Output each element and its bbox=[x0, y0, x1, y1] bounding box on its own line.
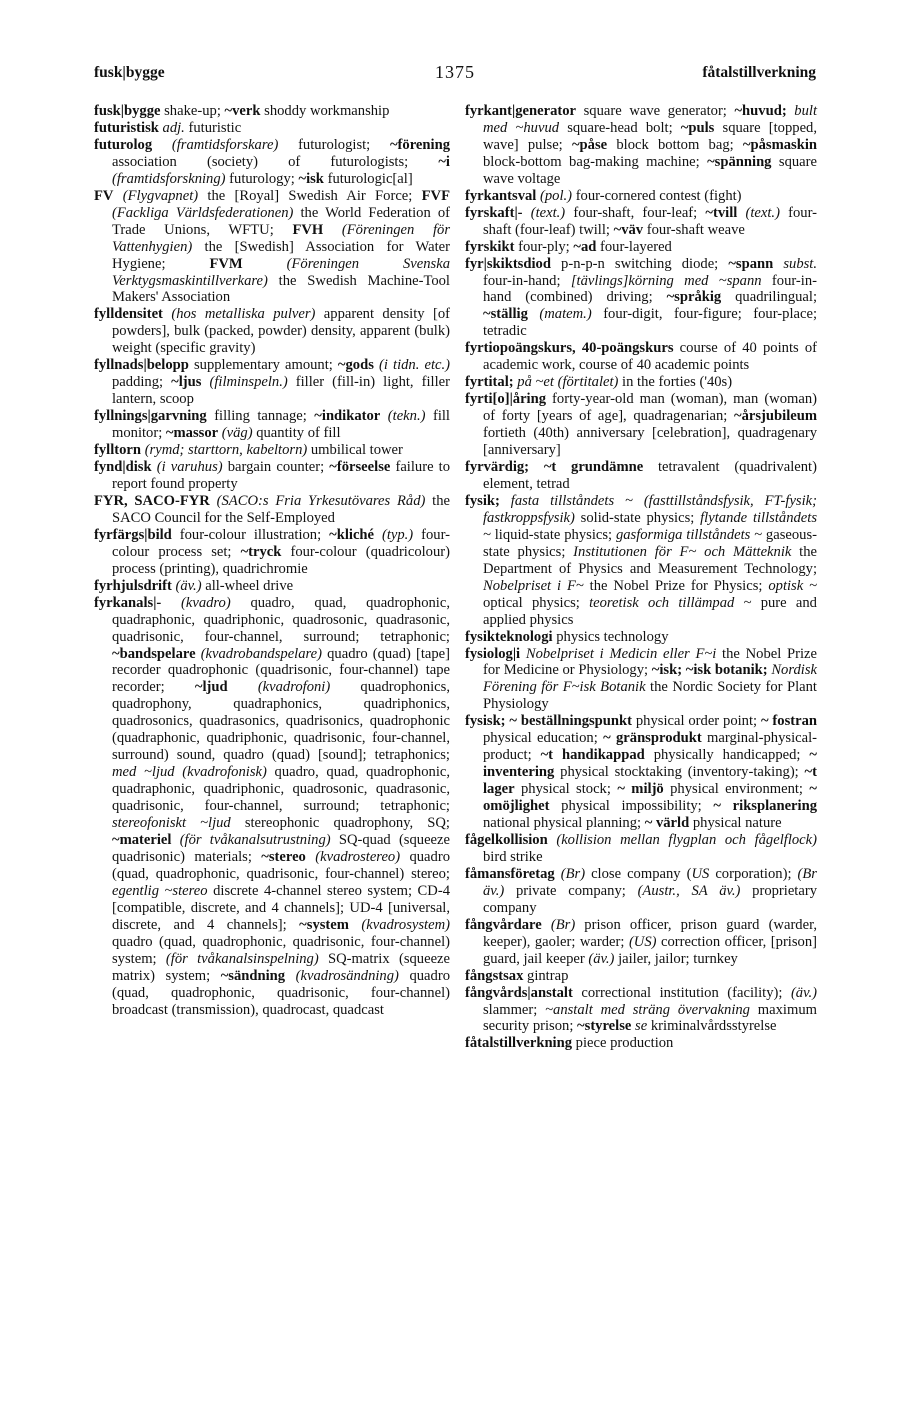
headword: fyrti[o]|åring bbox=[465, 391, 547, 408]
italic-note: bult med ~huvud bbox=[483, 103, 817, 136]
italic-note: (äv.) bbox=[790, 984, 817, 1001]
italic-note: (US) bbox=[628, 933, 657, 950]
definition-text: quadro, quad, quadrophonic, quadraphonic, quadriphonic, quadrosonic, quadrasonic, quadrisonic, four-channel, surround; tetraphonic; bbox=[112, 764, 450, 815]
definition-text: the Nobel Prize for Medicine or Physiology; bbox=[483, 645, 817, 679]
headword: ~tryck bbox=[240, 543, 282, 560]
italic-note: (äv.) bbox=[175, 577, 202, 594]
italic-note: (SACO:s Fria Yrkesutövares Råd) bbox=[216, 492, 426, 509]
dictionary-entry bbox=[94, 595, 450, 1019]
dictionary-entry bbox=[465, 985, 817, 1036]
italic-note: (Br) bbox=[560, 865, 586, 882]
dictionary-entry bbox=[465, 459, 817, 493]
italic-note: (Föreningen för Vattenhygien) bbox=[112, 221, 450, 255]
definition-text: quadro (quad, quadrophonic, quadrisonic, four-channel) broadcast (transmission), quadrocast, quadcast bbox=[112, 967, 450, 1018]
italic-note: Nobelpriset i Medicin eller F~i bbox=[525, 645, 717, 662]
definition-text: physical stock; bbox=[514, 781, 618, 798]
headword: ~ad bbox=[573, 238, 597, 255]
italic-note: se bbox=[635, 1018, 648, 1035]
headword: fylldensitet bbox=[94, 306, 163, 323]
headword: ~spänning bbox=[707, 153, 772, 170]
headword: fyrhjulsdrift bbox=[94, 577, 172, 594]
definition-text bbox=[306, 849, 315, 865]
definition-text: the SACO Council for the Self-Employed bbox=[112, 492, 450, 526]
definition-text: the Department of Physics and Measurement Technology; bbox=[483, 543, 817, 577]
definition-text: physical order point; bbox=[632, 713, 761, 730]
definition-text: SQ-quad (squeeze quadrisonic) materials; bbox=[112, 831, 450, 865]
headword: futurolog bbox=[94, 136, 153, 153]
dictionary-entry bbox=[465, 103, 817, 188]
italic-note: (kvadrosändning) bbox=[295, 967, 399, 984]
definition-text: filler (fill-in) light, filler lantern, scoop bbox=[112, 374, 450, 408]
headword: ~kliché bbox=[329, 526, 375, 543]
italic-note: på ~et (förtitalet) bbox=[517, 374, 619, 391]
definition-text: four-cornered contest (fight) bbox=[572, 187, 742, 204]
dictionary-entry bbox=[465, 968, 817, 985]
italic-note: adj. bbox=[162, 119, 185, 136]
dictionary-entry bbox=[465, 832, 817, 866]
definition-text: forty-year-old man (woman), man (woman) of forty [years of age], quadragenarian; bbox=[483, 391, 817, 425]
headword: ~ljud bbox=[194, 679, 228, 696]
italic-note: (framtidsforskare) bbox=[171, 136, 279, 153]
headword: fyrfärgs|bild bbox=[94, 526, 172, 543]
definition-text bbox=[171, 832, 179, 848]
italic-note: Institutionen för F~ och Mätteknik bbox=[573, 543, 792, 560]
headword: fyrskikt bbox=[465, 238, 515, 255]
definition-text: discrete 4-channel stereo system; CD-4 [compatible, discrete, and 4 channels]; UD-4 [universal, discrete, and 4 channels]; bbox=[112, 882, 450, 933]
definition-text: fill monitor; bbox=[112, 408, 450, 442]
italic-note: ~anstalt med sträng övervakning bbox=[545, 1001, 750, 1018]
definition-text bbox=[523, 205, 531, 221]
definition-text: jailer, jailor; turnkey bbox=[614, 950, 738, 967]
definition-text: four-shaft (four-leaf) twill; bbox=[483, 204, 817, 238]
definition-text: four-shaft, four-leaf; bbox=[565, 204, 706, 221]
dictionary-entry bbox=[94, 103, 450, 120]
dictionary-entry bbox=[94, 120, 450, 137]
definition-text bbox=[374, 527, 382, 543]
definition-text: square wave generator; bbox=[576, 103, 735, 119]
italic-note: (typ.) bbox=[381, 526, 414, 543]
headword: fysiolog|i bbox=[465, 645, 521, 662]
definition-text: private company; bbox=[504, 882, 638, 899]
definition-text: marginal-physical-product; bbox=[483, 730, 817, 764]
headword: fusk|bygge bbox=[94, 103, 161, 119]
definition-text bbox=[773, 256, 783, 272]
definition-text: quadro (quad) [tape] recorder quadrophonic (quadrisonic, four-channel) tape recorder; bbox=[112, 645, 450, 696]
left-guide-word: fusk|bygge bbox=[94, 64, 165, 81]
italic-note: (pol.) bbox=[540, 187, 573, 204]
headword: ~ljus bbox=[171, 374, 202, 391]
definition-text bbox=[243, 256, 287, 272]
definition-text bbox=[542, 917, 551, 933]
definition-text: quadrilingual; bbox=[721, 289, 817, 306]
italic-note: (för tvåkanalsinspelning) bbox=[165, 950, 319, 967]
definition-text bbox=[528, 306, 540, 322]
dictionary-entry bbox=[94, 442, 450, 459]
definition-text: four-colour process set; bbox=[112, 526, 451, 560]
definition-text: prison officer, prison guard (warder, keeper), gaoler; warder; bbox=[483, 916, 817, 950]
headword: ~ miljö bbox=[617, 781, 664, 798]
right-column bbox=[465, 103, 817, 1052]
headword: ~isk bbox=[298, 170, 324, 187]
italic-note: stereofoniskt ~ljud bbox=[112, 815, 231, 832]
definition-text: four-colour (quadricolour) process (printing), quadrichromie bbox=[112, 543, 450, 577]
italic-note: (framtidsforskning) bbox=[112, 170, 226, 187]
definition-text: block-bottom bag-making machine; bbox=[483, 153, 708, 170]
definition-text: fortieth (40th) anniversary [celebration], quadragenary [anniversary] bbox=[483, 425, 817, 459]
headword: fysisk; bbox=[465, 713, 506, 730]
italic-note: optisk ~ bbox=[768, 577, 818, 594]
italic-note: (Flygvapnet) bbox=[122, 187, 199, 204]
definition-text: liquid-state physics; bbox=[490, 526, 616, 543]
definition-text: gintrap bbox=[523, 967, 569, 984]
headword: ~ställig bbox=[483, 306, 528, 323]
dictionary-entry bbox=[465, 493, 817, 629]
italic-note: (i tidn. etc.) bbox=[379, 357, 450, 374]
definition-text: failure to report found property bbox=[112, 459, 451, 492]
italic-note: (Fackliga Världsfederationen) bbox=[112, 204, 294, 221]
headword: FVM bbox=[209, 255, 243, 272]
definition-text bbox=[285, 968, 296, 984]
italic-note: (Austr., SA äv.) bbox=[637, 882, 741, 899]
headword: ~indikator bbox=[314, 408, 381, 425]
headword: ~t grundämne bbox=[543, 459, 644, 476]
definition-text bbox=[113, 188, 122, 204]
definition-text: padding; bbox=[112, 374, 172, 391]
definition-text: bargain counter; bbox=[222, 459, 330, 476]
italic-note: (Br) bbox=[550, 916, 576, 933]
dictionary-entry bbox=[465, 391, 817, 459]
definition-text: square-head bolt; bbox=[559, 119, 681, 136]
dictionary-entry bbox=[465, 713, 817, 832]
headword: FYR, SACO-FYR bbox=[94, 492, 210, 509]
italic-note: (kvadro) bbox=[181, 594, 231, 611]
definition-text: SQ-matrix (squeeze matrix) system; bbox=[112, 950, 450, 984]
definition-text: all-wheel drive bbox=[201, 577, 294, 594]
right-guide-word: fåtalstillverkning bbox=[702, 64, 816, 81]
definition-text: four-in-hand; bbox=[483, 272, 571, 289]
dictionary-entry bbox=[465, 239, 817, 256]
headword: fyllnings|garvning bbox=[94, 408, 207, 425]
definition-text: solid-state physics; bbox=[574, 509, 701, 526]
definition-text bbox=[529, 459, 544, 475]
dictionary-entry bbox=[465, 256, 817, 341]
definition-text: filling tannage; bbox=[206, 408, 315, 425]
definition-text bbox=[152, 137, 172, 153]
definition-text: corporation); bbox=[709, 865, 798, 882]
italic-note: (rymd; starttorn, kabeltorn) bbox=[144, 442, 308, 459]
definition-text: the Nobel Prize for Physics; bbox=[583, 577, 769, 594]
dictionary-entry bbox=[465, 866, 817, 917]
dictionary-entry bbox=[94, 357, 450, 408]
dictionary-entry bbox=[465, 188, 817, 205]
italic-note: (filminspeln.) bbox=[209, 374, 288, 391]
headword: ~ beställningspunkt bbox=[509, 713, 633, 730]
italic-note: (matem.) bbox=[539, 306, 592, 323]
headword: ~ omöjlighet bbox=[483, 781, 817, 815]
definition-text: physical stocktaking (inventory-taking); bbox=[554, 764, 805, 781]
dictionary-entry bbox=[465, 340, 817, 374]
definition-text: quadro (quad, quadrophonic, quadrisonic, four-channel) system; bbox=[112, 933, 450, 967]
headword: fångvårds|anstalt bbox=[465, 984, 573, 1001]
headword: fyrtiopoängskurs, 40-poängskurs bbox=[465, 340, 674, 357]
definition-text bbox=[380, 408, 388, 424]
definition-text: the World Federation of Trade Unions, WFTU; bbox=[112, 204, 450, 238]
definition-text: proprietary company bbox=[483, 882, 818, 916]
definition-text: piece production bbox=[572, 1035, 674, 1052]
definition-text: four-shaft weave bbox=[643, 221, 745, 238]
italic-note: teoretisk och tillämpad ~ bbox=[589, 594, 752, 611]
headword: fysikteknologi bbox=[465, 628, 553, 645]
definition-text: futurologic[al] bbox=[323, 170, 413, 187]
definition-text: futuristic bbox=[184, 119, 242, 136]
page-header bbox=[94, 60, 816, 86]
definition-text: kriminalvårdsstyrelse bbox=[647, 1018, 777, 1035]
definition-text: slammer; bbox=[483, 1001, 546, 1018]
headword: FV bbox=[94, 187, 114, 204]
definition-text bbox=[737, 205, 745, 221]
headword: ~spann bbox=[728, 255, 774, 272]
definition-text: shoddy workmanship bbox=[260, 103, 390, 119]
headword: ~språkig bbox=[666, 289, 722, 306]
definition-text: physical nature bbox=[689, 815, 782, 832]
italic-note: flytande tillståndets ~ bbox=[483, 509, 817, 543]
italic-note: subst. bbox=[783, 255, 817, 272]
headword: ~materiel bbox=[112, 831, 172, 848]
dictionary-entry bbox=[465, 629, 817, 646]
headword: ~påsmaskin bbox=[742, 136, 817, 153]
headword: ~huvud; bbox=[734, 103, 787, 119]
italic-note: (kvadrostereo) bbox=[315, 848, 401, 865]
headword: ~påse bbox=[571, 136, 608, 153]
headword: fyr|skiktsdiod bbox=[465, 255, 551, 272]
dictionary-entry bbox=[94, 188, 450, 307]
headword: ~bandspelare bbox=[112, 645, 196, 662]
headword: ~tvill bbox=[705, 204, 738, 221]
italic-note: egentlig ~stereo bbox=[112, 882, 208, 899]
definition-text: bird strike bbox=[483, 848, 543, 865]
definition-text: course of 40 points of academic work, course of 40 academic points bbox=[483, 340, 817, 374]
definition-text: gaseous-state physics; bbox=[483, 526, 817, 560]
definition-text: correctional institution (facility); bbox=[572, 984, 791, 1001]
headword: fyrkant|generator bbox=[465, 103, 577, 119]
italic-note: (Föreningen Svenska Verktygsmaskintillverkare) bbox=[112, 255, 450, 289]
definition-text: the [Royal] Swedish Air Force; bbox=[198, 187, 422, 204]
headword: ~väv bbox=[613, 221, 644, 238]
headword: ~förseelse bbox=[329, 459, 391, 476]
headword: ~ riksplanering bbox=[713, 798, 817, 815]
headword: fyllnads|belopp bbox=[94, 357, 189, 374]
italic-note: gasformiga tillståndets ~ bbox=[615, 526, 763, 543]
definition-text: physically handicapped; bbox=[644, 747, 810, 764]
dictionary-entry bbox=[465, 1035, 817, 1052]
dictionary-entry bbox=[94, 459, 450, 493]
definition-text: tetravalent (quadrivalent) element, tetrad bbox=[483, 459, 817, 492]
dictionary-entry bbox=[94, 408, 450, 442]
headword: fynd|disk bbox=[94, 459, 152, 476]
headword: ~ inventering bbox=[483, 747, 817, 781]
definition-text: pure and applied physics bbox=[483, 594, 817, 628]
headword: ~system bbox=[299, 916, 349, 933]
dictionary-entry bbox=[94, 493, 450, 527]
headword: ~i bbox=[438, 153, 450, 170]
definition-text: umbilical tower bbox=[307, 442, 403, 459]
definition-text: physics technology bbox=[552, 628, 669, 645]
definition-text: four-colour illustration; bbox=[171, 526, 330, 543]
italic-note: fasta tillståndets ~ (fasttillståndsfysik, FT-fysik; fastkroppsfysik) bbox=[483, 492, 817, 526]
italic-note: med ~ljud (kvadrofonisk) bbox=[112, 764, 267, 781]
definition-text: correction officer, [prison] guard, jail keeper bbox=[483, 933, 817, 967]
definition-text bbox=[500, 493, 511, 509]
definition-text: quantity of fill bbox=[252, 425, 341, 442]
italic-note: Nobelpriset i F~ bbox=[483, 577, 584, 594]
definition-text: quadro (quad, quadrophonic, quadrisonic, four-channel) stereo; bbox=[112, 848, 450, 882]
headword: ~styrelse bbox=[577, 1018, 632, 1035]
headword: fyrtital; bbox=[465, 374, 514, 391]
italic-note: (äv.) bbox=[588, 950, 615, 967]
headword: FVH bbox=[292, 221, 324, 238]
headword: fågelkollision bbox=[465, 831, 548, 848]
dictionary-entry bbox=[94, 578, 450, 595]
definition-text: association (society) of futurologists; bbox=[112, 153, 439, 170]
definition-text: supplementary amount; bbox=[188, 357, 338, 374]
headword: fylltorn bbox=[94, 442, 142, 459]
headword: ~isk; ~isk botanik; bbox=[651, 662, 768, 679]
dictionary-entry bbox=[94, 137, 450, 188]
definition-text: stereophonic quadrophony, SQ; bbox=[230, 815, 450, 832]
italic-note: (hos metalliska pulver) bbox=[171, 306, 316, 323]
headword: fyrkantsval bbox=[465, 187, 537, 204]
dictionary-entry bbox=[465, 917, 817, 968]
definition-text: physical education; bbox=[483, 730, 604, 747]
dictionary-entry bbox=[465, 205, 817, 239]
italic-note: (kollision mellan flygplan och fågelflock) bbox=[556, 831, 817, 848]
definition-text: square wave voltage bbox=[483, 153, 817, 187]
definition-text: physical environment; bbox=[663, 781, 810, 798]
italic-note: (Br äv.) bbox=[483, 865, 817, 899]
headword: ~t lager bbox=[483, 764, 817, 798]
definition-text: maximum security prison; bbox=[483, 1001, 817, 1035]
headword: fångstsax bbox=[465, 967, 524, 984]
definition-text: four-layered bbox=[596, 238, 672, 255]
italic-note: (kvadrosystem) bbox=[361, 916, 450, 933]
headword: ~t handikappad bbox=[540, 747, 645, 764]
definition-text: four-digit, four-figure; four-place; tetradic bbox=[483, 306, 817, 340]
left-column bbox=[94, 103, 450, 1018]
headword: fysik; bbox=[465, 492, 500, 509]
dictionary-entry bbox=[94, 527, 450, 578]
headword: ~ värld bbox=[644, 815, 690, 832]
dictionary-entry bbox=[94, 306, 450, 357]
definition-text: in the forties ('40s) bbox=[618, 374, 733, 391]
definition-text: square [topped, wave] pulse; bbox=[483, 119, 817, 153]
headword: ~ gränsprodukt bbox=[603, 730, 702, 747]
definition-text bbox=[349, 917, 361, 933]
headword: futuristisk bbox=[94, 119, 159, 136]
headword: ~sändning bbox=[220, 967, 286, 984]
italic-note: (för tvåkanalsutrustning) bbox=[179, 831, 331, 848]
headword: ~massor bbox=[165, 425, 219, 442]
definition-text: block bottom bag; bbox=[607, 136, 743, 153]
definition-text bbox=[210, 493, 217, 509]
italic-note: [tävlings]körning med ~spann bbox=[570, 272, 762, 289]
headword: fåtalstillverkning bbox=[465, 1035, 573, 1052]
italic-note: (i varuhus) bbox=[156, 459, 223, 476]
definition-text: futurology; bbox=[225, 170, 299, 187]
italic-note: (text.) bbox=[745, 204, 780, 221]
dictionary-entry bbox=[465, 646, 817, 714]
definition-text: apparent density [of powders], bulk (packed, powder) density, apparent (bulk) weight (specific gravity) bbox=[112, 306, 450, 357]
definition-text: optical physics; bbox=[483, 594, 590, 611]
headword: ~verk bbox=[224, 103, 261, 119]
definition-text: quadro, quad, quadrophonic, quadraphonic, quadriphonic, quadrosonic, quadrasonic, quadrisonic, four-channel, surround; tetraphonic; bbox=[112, 594, 450, 645]
definition-text: close company ( bbox=[585, 865, 692, 882]
definition-text: four-in-hand (combined) driving; bbox=[483, 272, 818, 306]
definition-text bbox=[323, 222, 342, 238]
definition-text: the [Swedish] Association for Water Hygiene; bbox=[112, 238, 450, 272]
headword: fyrskaft|- bbox=[465, 204, 523, 221]
definition-text bbox=[161, 595, 181, 611]
definition-text: physical impossibility; bbox=[549, 798, 714, 815]
headword: fåmansföretag bbox=[465, 865, 555, 882]
italic-note: Nordisk Förening för F~isk Botanik bbox=[483, 662, 817, 696]
headword: ~gods bbox=[337, 357, 374, 374]
headword: ~stereo bbox=[261, 848, 306, 865]
headword: ~ fostran bbox=[760, 713, 818, 730]
definition-text: quadrophonics, quadrophony, quadraphonics, quadriphonics, quadrosonics, quadrasonics, quadrisonics, quadrophonic (quadraphonic, quadriphonic, quadrisonic, four-channel, surround) sound, quadro (quad) [sound]; tetraphonics; bbox=[112, 679, 450, 764]
italic-note: (tekn.) bbox=[387, 408, 426, 425]
headword: ~puls bbox=[680, 119, 715, 136]
definition-text: p-n-p-n switching diode; bbox=[550, 255, 729, 272]
definition-text: the Swedish Machine-Tool Makers' Association bbox=[112, 272, 450, 306]
definition-text bbox=[228, 679, 258, 695]
headword: ~årsjubileum bbox=[734, 408, 817, 425]
headword: FVF bbox=[421, 187, 450, 204]
definition-text: four-ply; bbox=[514, 238, 574, 255]
headword: fyrkanals|- bbox=[94, 594, 162, 611]
page-number: 1375 bbox=[435, 62, 475, 82]
definition-text: shake-up; bbox=[160, 103, 225, 119]
dictionary-entry bbox=[465, 374, 817, 391]
headword: fyrvärdig; bbox=[465, 459, 530, 476]
italic-note: (text.) bbox=[530, 204, 566, 221]
italic-note: US bbox=[691, 865, 710, 882]
definition-text: national physical planning; bbox=[483, 815, 645, 832]
italic-note: (kvadrobandspelare) bbox=[200, 645, 322, 662]
italic-note: (väg) bbox=[221, 425, 253, 442]
definition-text: futurologist; bbox=[278, 136, 390, 153]
headword: ~förening bbox=[389, 136, 450, 153]
definition-text: the Nordic Society for Plant Physiology bbox=[483, 679, 817, 713]
headword: fångvårdare bbox=[465, 916, 542, 933]
italic-note: (kvadrofoni) bbox=[257, 679, 331, 696]
